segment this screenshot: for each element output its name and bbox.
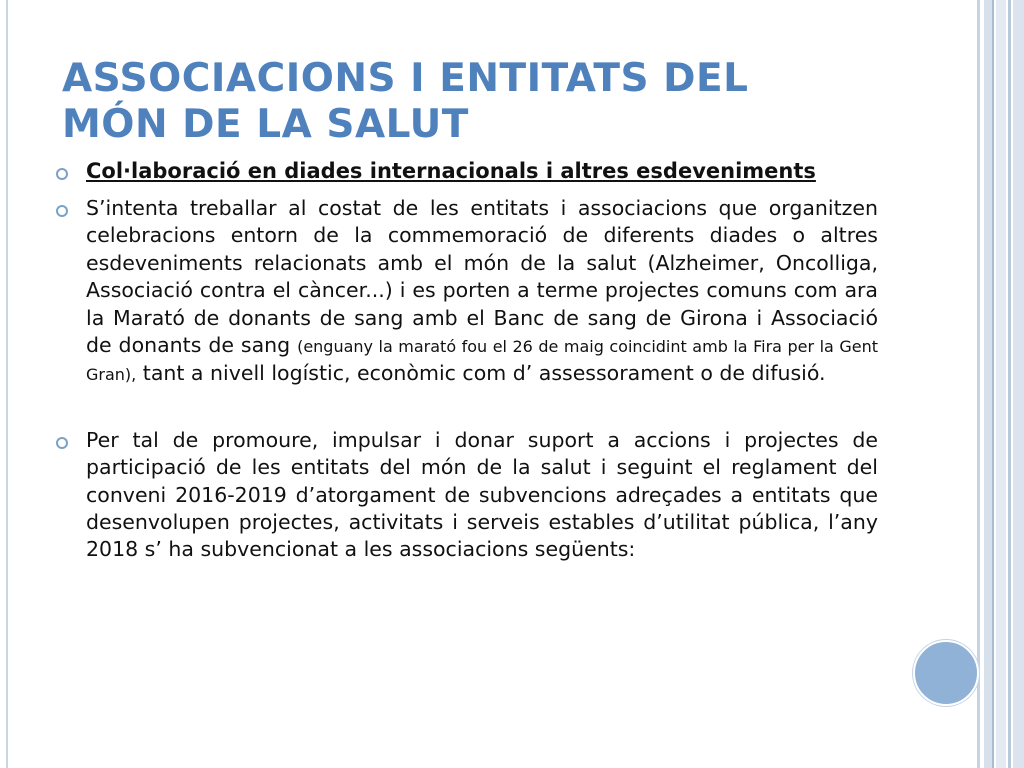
left-border-line (6, 0, 8, 768)
right-stripe (992, 0, 994, 768)
bullet-item (56, 427, 878, 564)
right-stripe (984, 0, 992, 768)
decorative-circle (913, 640, 979, 706)
bullet-circle-icon (56, 168, 68, 180)
paragraph-collaboration (86, 195, 878, 389)
bullet-circle-icon (56, 205, 68, 217)
paragraph-end-text: tant a nivell logístic, econòmic com d’ assessorament o de difusió. (142, 361, 826, 386)
bullet-item (56, 157, 878, 186)
slide-title-line-2: MÓN DE LA SALUT (62, 102, 469, 147)
bullet-circle-icon (56, 437, 68, 449)
section-heading: Col·laboració en diades internacionals i altres esdeveniments (86, 159, 816, 183)
paragraph-small-note: (enguany la marató fou el 26 de maig coincidint amb la Fira per la Gent Gran), (86, 337, 878, 385)
bullet-item (56, 195, 878, 389)
right-stripe (996, 0, 1006, 768)
paragraph-subsidies: Per tal de promoure, impulsar i donar suport a accions i projectes de participació de les entitats del món de la salut i seguint el reglament del conveni 2016-2019 d’atorgament de subvencions adreçades a entitats que desenvolupen projectes, activitats i serveis estables d’utilitat pública, l’any 2018 s’ ha subvencionat a les associacions següents: (86, 427, 878, 562)
right-stripe (977, 0, 980, 768)
paragraph-main-text: S’intenta treballar al costat de les entitats i associacions que organitzen celebracions entorn de la commemoració de diferents diades o altres esdeveniments relacionats amb el món de la salut (Alzheimer, Oncolliga, Associació contra el càncer...) i es porten a terme projectes comuns com ara la Marató de donants de sang amb el Banc de sang de Girona i Associació de donants de sang (86, 196, 878, 358)
slide-title-line-1: ASSOCIACIONS I ENTITATS DEL (62, 56, 749, 101)
right-stripe (1008, 0, 1011, 768)
slide-body (56, 157, 878, 564)
slide-title (62, 56, 922, 148)
right-stripe (1013, 0, 1024, 768)
